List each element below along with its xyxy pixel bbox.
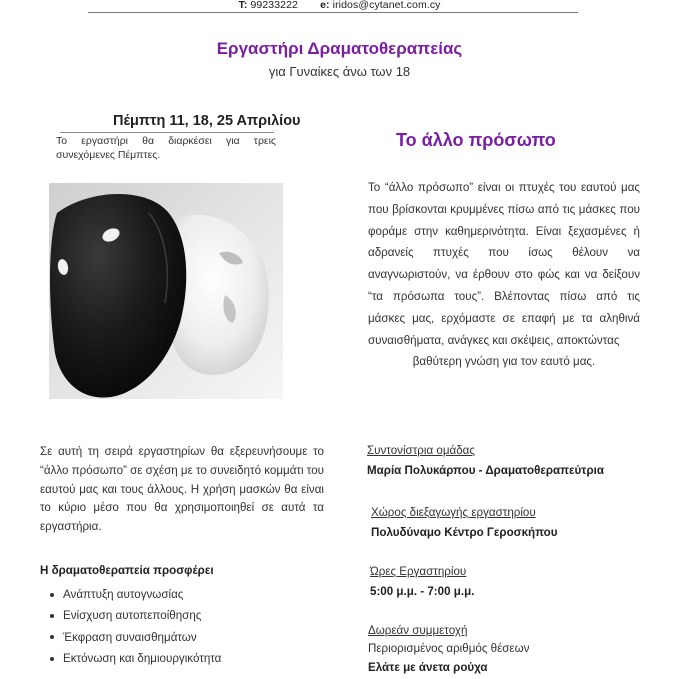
- email-address[interactable]: iridos@cytanet.com.cy: [332, 0, 441, 11]
- bullet-icon: [50, 635, 54, 639]
- free-participation-label: Δωρεάν συμμετοχή: [368, 624, 468, 637]
- offers-list: [50, 584, 221, 669]
- email-label: e:: [320, 0, 330, 11]
- article-heading: Το άλλο πρόσωπο: [396, 130, 556, 150]
- phone-label: T:: [238, 0, 248, 11]
- dress-code-note: Ελάτε με άνετα ρούχα: [368, 661, 488, 674]
- header-divider: [88, 12, 578, 13]
- workshop-duration-note: Το εργαστήρι θα διαρκέσει για τρεις συνεχόμενες Πέμπτες.: [56, 135, 276, 161]
- bullet-icon: [50, 614, 54, 618]
- article-body-text: Το “άλλο πρόσωπο” είναι οι πτυχές του εαυτού μας που βρίσκονται κρυμμένες πίσω από τις μάσκες που φοράμε στην καθημερινότητα. Είναι ξεχασμένες ή αδρανείς πτυχές που ίσως θέλουν να αναγνωριστούν, να έρθουν στο φώς και να δείξουν “τα πρόσωπα τους”. Βλέποντας πίσω από τις μάσκες μας, ερχόμαστε σε επαφή με τα αληθινά συναισθήματα, ανάγκες και σκέψεις, αποκτώντας: [368, 181, 640, 347]
- hours-value: 5:00 μ.μ. - 7:00 μ.μ.: [370, 585, 475, 598]
- limited-seats-note: Περιορισμένος αριθμός θέσεων: [368, 642, 530, 655]
- bullet-icon: [50, 657, 54, 661]
- dates-divider: [60, 132, 274, 133]
- intro-paragraph: Σε αυτή τη σειρά εργαστηρίων θα εξερευνήσουμε το “άλλο πρόσωπο” σε σχέση με το συνειδητό κομμάτι του εαυτού μας και τους άλλους. Η χρήση μασκών θα είναι το κύριο μέσο που θα χρησιμοποιηθεί σε αυτά τα εργαστήρια.: [40, 445, 324, 534]
- bullet-icon: [50, 593, 54, 597]
- article-body: [368, 177, 640, 373]
- coordinator-label: Συντονίστρια ομάδας: [367, 444, 475, 457]
- article-body-last-line: βαθύτερη γνώση για τον εαυτό μας.: [412, 355, 596, 369]
- phone-number: 99233222: [250, 0, 298, 11]
- page-title: Εργαστήρι Δραματοθεραπείας: [216, 39, 463, 58]
- coordinator-value: Μαρία Πολυκάρπου - Δραματοθεραπεύτρια: [367, 464, 604, 477]
- masks-photo: [49, 183, 283, 399]
- page-subtitle: για Γυναίκες άνω των 18: [268, 64, 411, 79]
- venue-value: Πολυδύναμο Κέντρο Γεροσκήπου: [371, 526, 558, 539]
- list-item: Ανάπτυξη αυτογνωσίας: [50, 584, 221, 605]
- list-item: Εκτόνωση και δημιουργικότητα: [50, 648, 221, 669]
- list-item: Ενίσχυση αυτοπεποίθησης: [50, 605, 221, 626]
- contact-line: [0, 0, 679, 11]
- venue-label: Χώρος διεξαγωγής εργαστηρίου: [371, 506, 536, 519]
- offers-heading: Η δραματοθεραπεία προσφέρει: [40, 564, 214, 577]
- workshop-dates: Πέμπτη 11, 18, 25 Απριλίου: [113, 113, 301, 129]
- hours-label: Ώρες Εργαστηρίου: [370, 565, 467, 578]
- list-item: Έκφραση συναισθημάτων: [50, 627, 221, 648]
